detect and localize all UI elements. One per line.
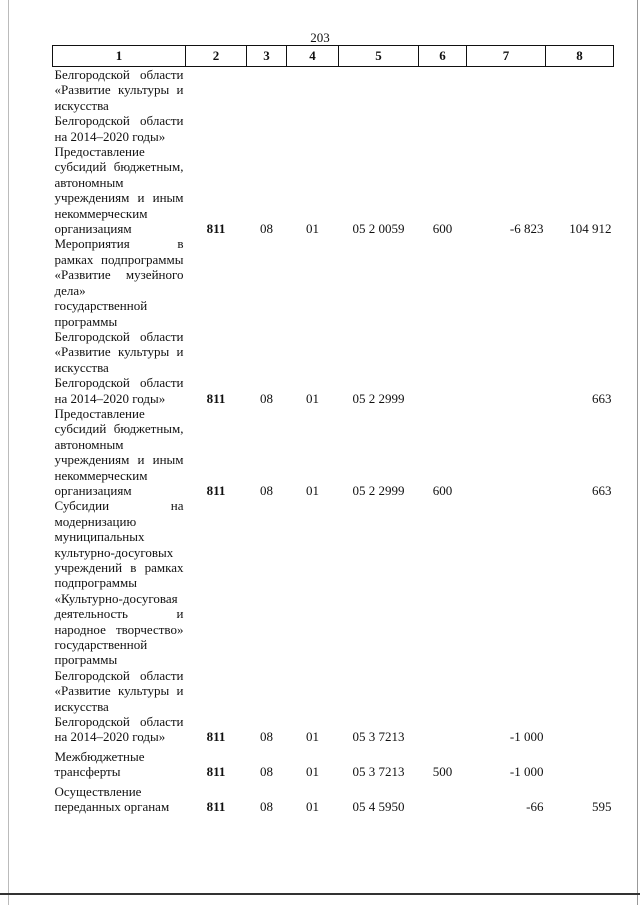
section-cell: 08 (260, 390, 273, 406)
description-line: дела» (54, 282, 86, 298)
ministry-code-cell: 811 (206, 799, 226, 815)
description-line: искусства (54, 698, 109, 714)
column-header: 8 (546, 46, 614, 67)
description-line: программы (54, 313, 118, 329)
expense-type-cell (419, 67, 467, 145)
column-header: 3 (247, 46, 287, 67)
description-line: Белгородской области (54, 328, 184, 344)
description-line: на 2014–2020 годы» (54, 729, 166, 745)
description-line: Белгородской области (54, 667, 184, 683)
total-amount-cell: 104 912 (569, 221, 612, 237)
description-line: искусства (54, 97, 109, 113)
row-description (53, 745, 186, 780)
change-amount-cell: -66 (526, 799, 544, 815)
description-line: Межбюджетные (54, 748, 145, 764)
target-article-cell (339, 67, 419, 145)
description-line: Белгородской области (54, 714, 184, 730)
description-line: субсидий бюджетным, (54, 421, 184, 437)
table-row (53, 406, 614, 498)
table-body (53, 67, 614, 815)
description-line: программы (54, 652, 118, 668)
description-line: некоммерческим (54, 467, 148, 483)
column-header: 1 (53, 46, 186, 67)
section-cell: 08 (260, 221, 273, 237)
description-line: Белгородской области (54, 113, 184, 129)
description-line: Осуществление (54, 783, 142, 799)
description-line: учреждениям и иным (54, 190, 184, 206)
expense-type-cell (419, 780, 467, 815)
subsection-cell: 01 (306, 221, 319, 237)
total-amount-cell (546, 67, 614, 145)
description-line: на 2014–2020 годы» (54, 390, 166, 406)
description-line: подпрограммы (54, 575, 137, 591)
subsection-cell: 01 (306, 482, 319, 498)
ministry-code-cell: 811 (206, 729, 226, 745)
description-line: Мероприятия в (54, 236, 184, 252)
ministry-code-cell (186, 67, 247, 145)
ministry-code-cell: 811 (206, 764, 226, 780)
description-line: «Развитие музейного (54, 267, 184, 283)
target-article-cell: 05 3 7213 (352, 729, 405, 745)
table-header-row (53, 46, 614, 67)
total-amount-cell: 663 (592, 390, 612, 406)
description-line: автономным (54, 436, 124, 452)
column-header: 6 (419, 46, 467, 67)
subsection-cell: 01 (306, 729, 319, 745)
description-line: учреждений в рамках (54, 560, 184, 575)
description-line: трансферты (54, 764, 121, 780)
description-line: «Развитие культуры и (54, 683, 184, 699)
ministry-code-cell: 811 (206, 390, 226, 406)
scan-left-edge (8, 0, 9, 905)
expense-type-cell (419, 236, 467, 405)
change-amount-cell (467, 406, 546, 498)
target-article-cell: 05 2 2999 (352, 390, 405, 406)
section-cell (247, 67, 287, 145)
total-amount-cell: 595 (592, 799, 612, 815)
column-header: 5 (339, 46, 419, 67)
section-cell: 08 (260, 799, 273, 815)
section-cell: 08 (260, 764, 273, 780)
expense-type-cell: 600 (432, 482, 453, 498)
change-amount-cell: -6 823 (509, 221, 544, 237)
description-line: Предоставление (54, 144, 145, 160)
description-line: культурно-досуговых (54, 544, 174, 560)
expense-type-cell: 600 (432, 221, 453, 237)
description-line: муниципальных (54, 529, 145, 545)
description-line: государственной (54, 298, 148, 314)
description-line: Предоставление (54, 405, 145, 421)
total-amount-cell: 663 (592, 482, 612, 498)
ministry-code-cell: 811 (206, 482, 226, 498)
section-cell: 08 (260, 729, 273, 745)
description-line: искусства (54, 359, 109, 375)
target-article-cell: 05 3 7213 (352, 764, 405, 780)
expense-type-cell (419, 498, 467, 745)
budget-table (52, 45, 614, 815)
section-cell: 08 (260, 482, 273, 498)
column-header: 2 (186, 46, 247, 67)
description-line: на 2014–2020 годы» (54, 128, 166, 144)
description-line: «Развитие культуры и (54, 344, 184, 360)
column-header: 7 (467, 46, 546, 67)
change-amount-cell (467, 67, 546, 145)
row-description (53, 236, 186, 405)
description-line: «Культурно-досуговая (54, 590, 178, 606)
description-line: автономным (54, 174, 124, 190)
description-line: рамках подпрограммы (54, 251, 184, 267)
description-line: некоммерческим (54, 205, 148, 221)
description-line: переданных органам (54, 799, 170, 815)
row-description (53, 780, 186, 815)
expense-type-cell: 500 (432, 764, 453, 780)
page-number: 203 (310, 30, 330, 45)
description-line: Субсидии на (54, 498, 184, 514)
subsection-cell: 01 (306, 764, 319, 780)
target-article-cell: 05 2 0059 (352, 221, 405, 237)
description-line: организациям (54, 482, 132, 498)
table-row (53, 236, 614, 405)
subsection-cell: 01 (306, 799, 319, 815)
description-line: Белгородской области (54, 67, 184, 82)
row-description (53, 144, 186, 236)
table-row (53, 780, 614, 815)
description-line: организациям (54, 221, 132, 237)
total-amount-cell (546, 745, 614, 780)
subsection-cell: 01 (306, 390, 319, 406)
subsection-cell (287, 67, 339, 145)
change-amount-cell (467, 236, 546, 405)
target-article-cell: 05 4 5950 (352, 799, 405, 815)
change-amount-cell: -1 000 (509, 729, 544, 745)
table-row (53, 498, 614, 745)
description-line: субсидий бюджетным, (54, 159, 184, 175)
description-line: деятельность и (54, 606, 184, 622)
total-amount-cell (546, 498, 614, 745)
row-description (53, 67, 186, 145)
description-line: «Развитие культуры и (54, 82, 184, 98)
ministry-code-cell: 811 (206, 221, 226, 237)
change-amount-cell: -1 000 (509, 764, 544, 780)
description-line: народное творчество» (54, 621, 184, 637)
row-description (53, 406, 186, 498)
row-description (53, 498, 186, 745)
description-line: учреждениям и иным (54, 452, 184, 468)
description-line: модернизацию (54, 513, 137, 529)
table-row (53, 745, 614, 780)
table-row (53, 144, 614, 236)
scan-bottom-edge (0, 893, 640, 895)
table-row (53, 67, 614, 145)
description-line: Белгородской области (54, 375, 184, 391)
column-header: 4 (287, 46, 339, 67)
description-line: государственной (54, 637, 148, 653)
scan-right-edge (637, 0, 638, 905)
target-article-cell: 05 2 2999 (352, 482, 405, 498)
